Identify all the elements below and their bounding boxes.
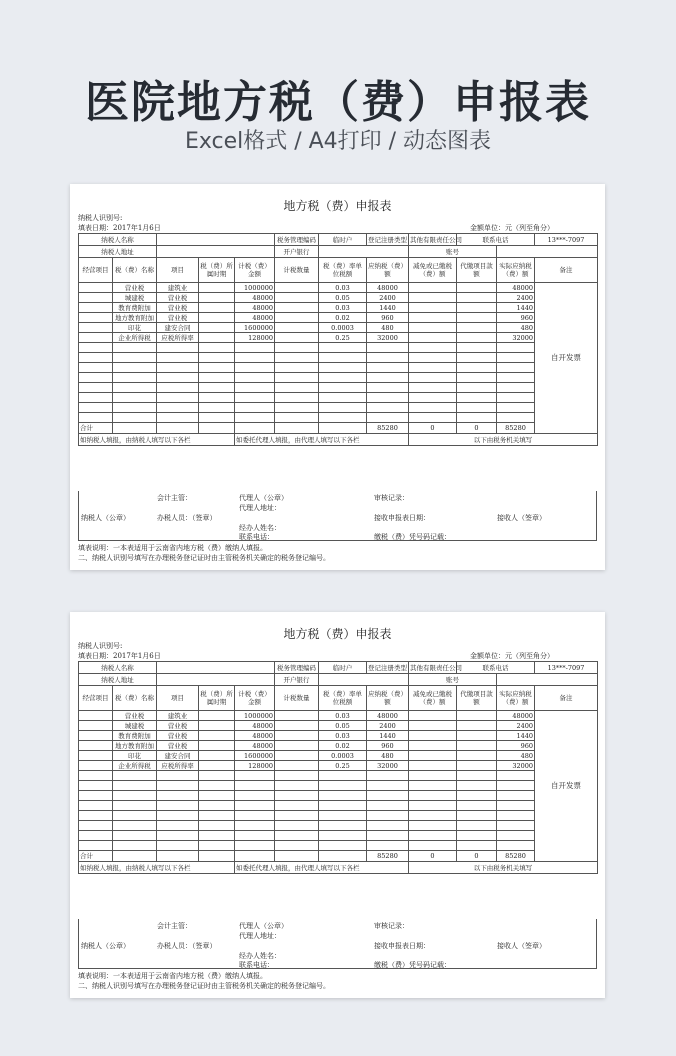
table-header-row	[79, 686, 598, 711]
reg-type-label: 登记注册类型	[368, 663, 407, 672]
header-cell: 应纳税（费）额	[367, 686, 409, 711]
tax-name-cell: 城建税	[113, 293, 157, 303]
receiver-label: 接收人（签章）	[497, 514, 546, 522]
agent-address-label: 代理人地址：	[239, 504, 281, 512]
audit-record-label: 审核记录：	[374, 922, 409, 930]
total-row	[79, 423, 598, 434]
account-label: 账号	[409, 246, 497, 258]
rate-cell: 0.25	[319, 333, 367, 343]
total-actual: 85280	[497, 851, 535, 862]
header-cell: 备注	[535, 686, 598, 711]
info-row-2	[79, 674, 598, 686]
handler-label: 办税人员：（签章）	[157, 942, 217, 950]
signature-area	[78, 491, 597, 541]
header-cell: 税（费）率单位税额	[319, 258, 367, 283]
table-row	[79, 313, 598, 323]
empty-row	[79, 791, 598, 801]
taxpayer-name-label: 纳税人名称	[79, 662, 157, 674]
rate-cell: 0.0003	[319, 751, 367, 761]
form-title: 地方税（费）申报表	[283, 627, 392, 641]
receiver-label: 接收人（签章）	[497, 942, 546, 950]
levy-record-label: 缴税（费）凭号码记载：	[374, 961, 451, 969]
rate-cell: 0.03	[319, 731, 367, 741]
header-cell: 实际应纳税（费）额	[497, 686, 535, 711]
taxpayer-id-label: 纳税人识别号:	[78, 214, 123, 222]
taxpayer-name-value	[157, 234, 275, 246]
levy-record-label: 缴税（费）凭号码记载：	[374, 533, 451, 541]
tax-name-cell: 教育费附加	[113, 303, 157, 313]
table-row	[79, 741, 598, 751]
receive-date-label: 接收申报表日期：	[374, 514, 430, 522]
actual-cell: 2400	[497, 293, 535, 303]
item-cell: 建安合同	[157, 751, 199, 761]
taxpayer-address-value	[157, 246, 275, 258]
header-cell: 项目	[157, 686, 199, 711]
header-cell: 项目	[157, 258, 199, 283]
tax-name-cell: 营业税	[113, 711, 157, 721]
total-label: 合计	[79, 423, 113, 434]
reg-type-label: 登记注册类型	[368, 235, 407, 244]
actual-cell: 48000	[497, 283, 535, 293]
reg-type-value: 其他有限责任公司	[410, 663, 462, 672]
tax-name-cell: 印花	[113, 323, 157, 333]
base-cell: 1600000	[235, 323, 275, 333]
account-value	[497, 246, 598, 258]
tax-table	[78, 233, 598, 446]
total-label: 合计	[79, 851, 113, 862]
base-cell: 1000000	[235, 283, 275, 293]
rate-cell: 0.05	[319, 721, 367, 731]
item-cell: 营业税	[157, 731, 199, 741]
table-header-row	[79, 258, 598, 283]
empty-row	[79, 373, 598, 383]
tax-name-cell: 教育费附加	[113, 731, 157, 741]
taxpayer-id-label: 纳税人识别号:	[78, 642, 123, 650]
receive-date-label: 接收申报表日期：	[374, 942, 430, 950]
remark-cell: 自开发票	[535, 283, 598, 434]
amount-unit: 金额单位：元（列至角分）	[470, 652, 554, 660]
taxpayer-name-label: 纳税人名称	[79, 234, 157, 246]
fill-date: 填表日期：2017年1月6日	[78, 224, 161, 232]
due-cell: 32000	[367, 761, 409, 771]
total-proxy: 0	[457, 423, 497, 434]
due-cell: 480	[367, 323, 409, 333]
item-cell: 营业税	[157, 293, 199, 303]
note-1: 填表说明：一本表适用于云南省内地方税（费）缴纳人填报。	[78, 972, 267, 980]
empty-row	[79, 771, 598, 781]
actual-cell: 32000	[497, 761, 535, 771]
rate-cell: 0.03	[319, 283, 367, 293]
agent-person-label: 经办人姓名：	[239, 952, 281, 960]
header-cell: 税（费）率单位税额	[319, 686, 367, 711]
tax-name-cell: 营业税	[113, 283, 157, 293]
header-cell: 实际应纳税（费）额	[497, 258, 535, 283]
rate-cell: 0.02	[319, 313, 367, 323]
rate-cell: 0.25	[319, 761, 367, 771]
sheet-preview-2	[70, 612, 605, 998]
empty-row	[79, 393, 598, 403]
table-row	[79, 731, 598, 741]
tax-table	[78, 661, 598, 874]
tax-name-cell: 印花	[113, 751, 157, 761]
item-cell: 营业税	[157, 313, 199, 323]
header-cell: 代缴项目款额	[457, 258, 497, 283]
bank-value	[319, 674, 409, 686]
empty-row	[79, 781, 598, 791]
sheet-inner	[78, 192, 597, 562]
note-2: 二、纳税人识别号填写在办理税务登记证时由主管税务机关确定的税务登记编号。	[78, 554, 330, 562]
banner-title: 医院地方税（费）申报表	[85, 77, 591, 128]
declare-agent: 如委托代理人填报，由代理人填写以下各栏	[235, 434, 409, 446]
header-cell: 税（费）所属时期	[199, 686, 235, 711]
tax-name-cell: 企业所得税	[113, 333, 157, 343]
tax-name-cell: 城建税	[113, 721, 157, 731]
reg-code-value: 临时户	[319, 234, 367, 246]
reg-type-value: 其他有限责任公司	[410, 235, 462, 244]
empty-row	[79, 343, 598, 353]
item-cell: 营业税	[157, 741, 199, 751]
header-cell: 经营项目	[79, 686, 113, 711]
declare-taxpayer: 如纳税人填报，由纳税人填写以下各栏	[79, 434, 235, 446]
empty-row	[79, 403, 598, 413]
base-cell: 48000	[235, 741, 275, 751]
item-cell: 应税所得率	[157, 761, 199, 771]
item-cell: 营业税	[157, 721, 199, 731]
actual-cell: 960	[497, 741, 535, 751]
header-cell: 计税（费）金额	[235, 686, 275, 711]
handler-label: 办税人员：（签章）	[157, 514, 217, 522]
phone-label: 联系电话	[457, 234, 535, 246]
base-cell: 1000000	[235, 711, 275, 721]
tax-name-cell: 地方教育附加	[113, 741, 157, 751]
agent-phone-label: 联系电话：	[239, 961, 274, 969]
sheet-inner	[78, 620, 597, 990]
table-row	[79, 303, 598, 313]
header-cell: 税（费）名称	[113, 258, 157, 283]
actual-cell: 1440	[497, 731, 535, 741]
item-cell: 建筑业	[157, 283, 199, 293]
header-cell: 减免或已缴税（费）额	[409, 686, 457, 711]
header-cell: 计税数量	[275, 686, 319, 711]
reg-code-label: 税务管理编码	[275, 234, 319, 246]
due-cell: 48000	[367, 711, 409, 721]
phone-value: 13***-7097	[535, 234, 598, 246]
agent-seal-label: 代理人（公章）	[239, 922, 288, 930]
taxpayer-address-label: 纳税人地址	[79, 674, 157, 686]
header-cell: 税（费）所属时期	[199, 258, 235, 283]
phone-label: 联系电话	[457, 662, 535, 674]
declare-row	[79, 434, 598, 446]
base-cell: 48000	[235, 313, 275, 323]
taxpayer-name-value	[157, 662, 275, 674]
tax-name-cell: 企业所得税	[113, 761, 157, 771]
agent-address-label: 代理人地址：	[239, 932, 281, 940]
empty-row	[79, 383, 598, 393]
info-row-2	[79, 246, 598, 258]
total-actual: 85280	[497, 423, 535, 434]
base-cell: 48000	[235, 293, 275, 303]
table-row	[79, 293, 598, 303]
accountant-label: 会计主管：	[157, 922, 192, 930]
header-cell: 计税数量	[275, 258, 319, 283]
base-cell: 128000	[235, 333, 275, 343]
account-label: 账号	[409, 674, 497, 686]
actual-cell: 480	[497, 751, 535, 761]
rate-cell: 0.05	[319, 293, 367, 303]
fill-date: 填表日期：2017年1月6日	[78, 652, 161, 660]
base-cell: 48000	[235, 721, 275, 731]
actual-cell: 480	[497, 323, 535, 333]
sheet-preview-1	[70, 184, 605, 570]
table-row	[79, 283, 598, 293]
amount-unit: 金额单位：元（列至角分）	[470, 224, 554, 232]
item-cell: 建安合同	[157, 323, 199, 333]
empty-row	[79, 413, 598, 423]
header-cell: 应纳税（费）额	[367, 258, 409, 283]
table-row	[79, 711, 598, 721]
header-cell: 经营项目	[79, 258, 113, 283]
accountant-label: 会计主管：	[157, 494, 192, 502]
audit-record-label: 审核记录：	[374, 494, 409, 502]
item-cell: 应税所得率	[157, 333, 199, 343]
due-cell: 960	[367, 741, 409, 751]
header-cell: 备注	[535, 258, 598, 283]
agent-phone-label: 联系电话：	[239, 533, 274, 541]
base-cell: 128000	[235, 761, 275, 771]
table-row	[79, 761, 598, 771]
due-cell: 2400	[367, 721, 409, 731]
item-cell: 建筑业	[157, 711, 199, 721]
base-cell: 1600000	[235, 751, 275, 761]
declare-office: 以下由税务机关填写	[409, 862, 598, 874]
tax-name-cell: 地方教育附加	[113, 313, 157, 323]
base-cell: 48000	[235, 731, 275, 741]
actual-cell: 48000	[497, 711, 535, 721]
declare-office: 以下由税务机关填写	[409, 434, 598, 446]
banner-subtitle: Excel格式 / A4打印 / 动态图表	[184, 129, 492, 154]
note-2: 二、纳税人识别号填写在办理税务登记证时由主管税务机关确定的税务登记编号。	[78, 982, 330, 990]
note-1: 填表说明：一本表适用于云南省内地方税（费）缴纳人填报。	[78, 544, 267, 552]
reg-code-label: 税务管理编码	[275, 662, 319, 674]
phone-value: 13***-7097	[535, 662, 598, 674]
bank-label: 开户银行	[275, 674, 319, 686]
empty-row	[79, 841, 598, 851]
due-cell: 2400	[367, 293, 409, 303]
total-reduced: 0	[409, 851, 457, 862]
declare-agent: 如委托代理人填报，由代理人填写以下各栏	[235, 862, 409, 874]
table-row	[79, 323, 598, 333]
table-row	[79, 721, 598, 731]
signature-area	[78, 919, 597, 969]
due-cell: 480	[367, 751, 409, 761]
empty-row	[79, 821, 598, 831]
due-cell: 1440	[367, 303, 409, 313]
rate-cell: 0.0003	[319, 323, 367, 333]
item-cell: 营业税	[157, 303, 199, 313]
reg-code-value: 临时户	[319, 662, 367, 674]
rate-cell: 0.02	[319, 741, 367, 751]
remark-cell: 自开发票	[535, 711, 598, 862]
taxpayer-seal-label: 纳税人（公章）	[81, 514, 130, 522]
rate-cell: 0.03	[319, 711, 367, 721]
info-row-1	[79, 234, 598, 246]
due-cell: 960	[367, 313, 409, 323]
form-title: 地方税（费）申报表	[283, 199, 392, 213]
declare-taxpayer: 如纳税人填报，由纳税人填写以下各栏	[79, 862, 235, 874]
empty-row	[79, 363, 598, 373]
empty-row	[79, 831, 598, 841]
due-cell: 32000	[367, 333, 409, 343]
actual-cell: 32000	[497, 333, 535, 343]
header-cell: 计税（费）金额	[235, 258, 275, 283]
total-row	[79, 851, 598, 862]
info-row-1	[79, 662, 598, 674]
rate-cell: 0.03	[319, 303, 367, 313]
due-cell: 48000	[367, 283, 409, 293]
actual-cell: 960	[497, 313, 535, 323]
bank-value	[319, 246, 409, 258]
table-row	[79, 751, 598, 761]
empty-row	[79, 801, 598, 811]
due-cell: 1440	[367, 731, 409, 741]
taxpayer-address-label: 纳税人地址	[79, 246, 157, 258]
header-cell: 代缴项目款额	[457, 686, 497, 711]
account-value	[497, 674, 598, 686]
total-due: 85280	[367, 851, 409, 862]
empty-row	[79, 353, 598, 363]
taxpayer-seal-label: 纳税人（公章）	[81, 942, 130, 950]
actual-cell: 1440	[497, 303, 535, 313]
taxpayer-address-value	[157, 674, 275, 686]
base-cell: 48000	[235, 303, 275, 313]
agent-seal-label: 代理人（公章）	[239, 494, 288, 502]
total-reduced: 0	[409, 423, 457, 434]
empty-row	[79, 811, 598, 821]
total-proxy: 0	[457, 851, 497, 862]
bank-label: 开户银行	[275, 246, 319, 258]
total-due: 85280	[367, 423, 409, 434]
header-cell: 税（费）名称	[113, 686, 157, 711]
header-cell: 减免或已缴税（费）额	[409, 258, 457, 283]
agent-person-label: 经办人姓名：	[239, 524, 281, 532]
actual-cell: 2400	[497, 721, 535, 731]
declare-row	[79, 862, 598, 874]
table-row	[79, 333, 598, 343]
